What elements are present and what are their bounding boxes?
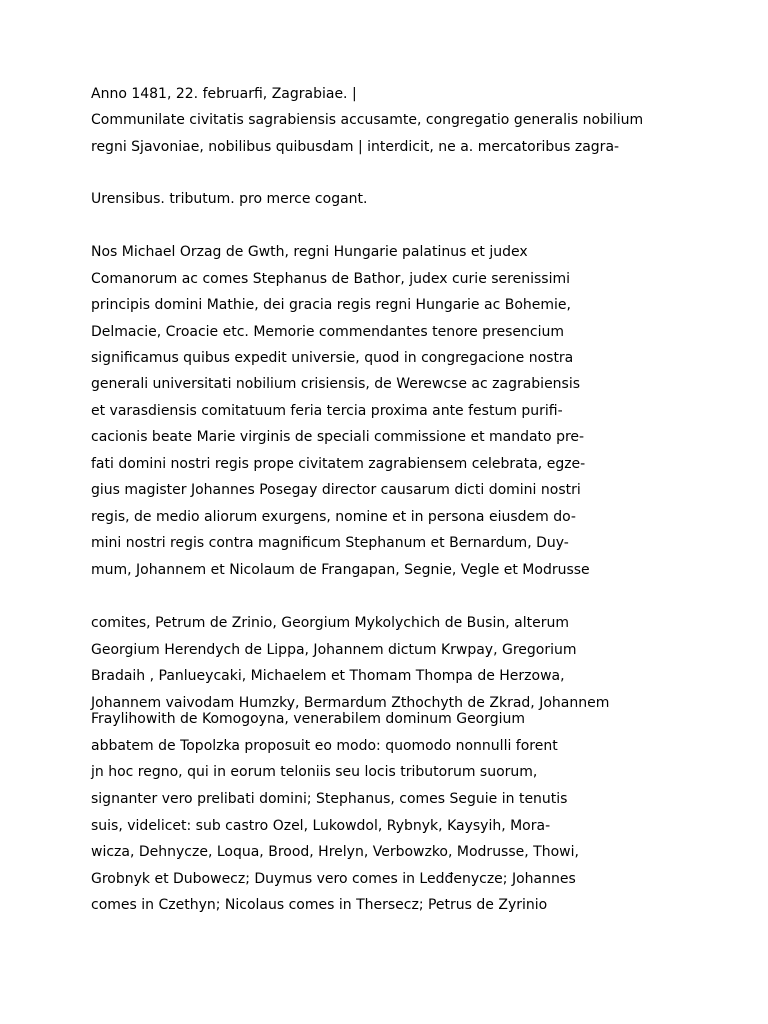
text-line: et varasdiensis comitatuum feria tercia proxima ante festum purifi- bbox=[91, 403, 563, 419]
text-line: Grobnyk et Dubowecz; Duymus vero comes in Ledđenycze; Johannes bbox=[91, 871, 576, 887]
text-line: regis, de medio aliorum exurgens, nomine et in persona eiusdem do- bbox=[91, 509, 576, 525]
text-line: Comanorum ac comes Stephanus de Bathor, judex curie serenissimi bbox=[91, 271, 571, 287]
text-line: Nos Michael Orzag de Gwth, regni Hungarie palatinus et judex bbox=[91, 244, 528, 260]
text-line: abbatem de Topolzka proposuit eo modo: quomodo nonnulli forent bbox=[91, 738, 558, 754]
text-line: regni Sjavoniae, nobilibus quibusdam | interdicit, ne a. mercatoribus zagra- bbox=[91, 139, 620, 155]
text-line: Fraylihowith de Komogoyna, venerabilem dominum Georgium bbox=[91, 711, 526, 727]
text-line: Delmacie, Croacie etc. Memorie commendantes tenore presencium bbox=[91, 324, 565, 340]
text-line: mini nostri regis contra magnificum Stephanum et Bernardum, Duy- bbox=[91, 535, 569, 551]
text-line: significamus quibus expedit universie, quod in congregacione nostra bbox=[91, 350, 574, 366]
text-line: generali universitati nobilium crisiensis, de Werewcse ac zagrabiensis bbox=[91, 376, 581, 392]
text-line: Urensibus. tributum. pro merce cogant. bbox=[91, 191, 368, 207]
text-line: signanter vero prelibati domini; Stephanus, comes Seguie in tenutis bbox=[91, 791, 568, 807]
text-line: cacionis beate Marie virginis de speciali commissione et mandato pre- bbox=[91, 429, 585, 445]
text-line: comes in Czethyn; Nicolaus comes in Thersecz; Petrus de Zyrinio bbox=[91, 897, 548, 913]
text-line: Bradaih , Panlueycaki, Michaelem et Thomam Thompa de Herzowa, bbox=[91, 668, 565, 684]
text-line: gius magister Johannes Posegay director causarum dicti domini nostri bbox=[91, 482, 581, 498]
text-line: wicza, Dehnycze, Loqua, Brood, Hrelyn, Verbowzko, Modrusse, Thowi, bbox=[91, 844, 579, 860]
text-line: comites, Petrum de Zrinio, Georgium Mykolychich de Busin, alterum bbox=[91, 615, 569, 631]
text-line: Anno 1481, 22. februarfi, Zagrabiae. | bbox=[91, 86, 357, 102]
text-line: Johannem vaivodam Humzky, Bermardum Zthochyth de Zkrad, Johannem bbox=[91, 695, 610, 711]
text-line: Communilate civitatis sagrabiensis accusamte, congregatio generalis nobilium bbox=[91, 112, 644, 128]
text-line: principis domini Mathie, dei gracia regis regni Hungarie ac Bohemie, bbox=[91, 297, 571, 313]
text-line: jn hoc regno, qui in eorum teloniis seu locis tributorum suorum, bbox=[91, 764, 538, 780]
text-line: Georgium Herendych de Lippa, Johannem dictum Krwpay, Gregorium bbox=[91, 642, 577, 658]
text-line: fati domini nostri regis prope civitatem zagrabiensem celebrata, egze- bbox=[91, 456, 586, 472]
text-line: suis, videlicet: sub castro Ozel, Lukowdol, Rybnyk, Kaysyih, Mora- bbox=[91, 818, 551, 834]
text-line: mum, Johannem et Nicolaum de Frangapan, Segnie, Vegle et Modrusse bbox=[91, 562, 590, 578]
